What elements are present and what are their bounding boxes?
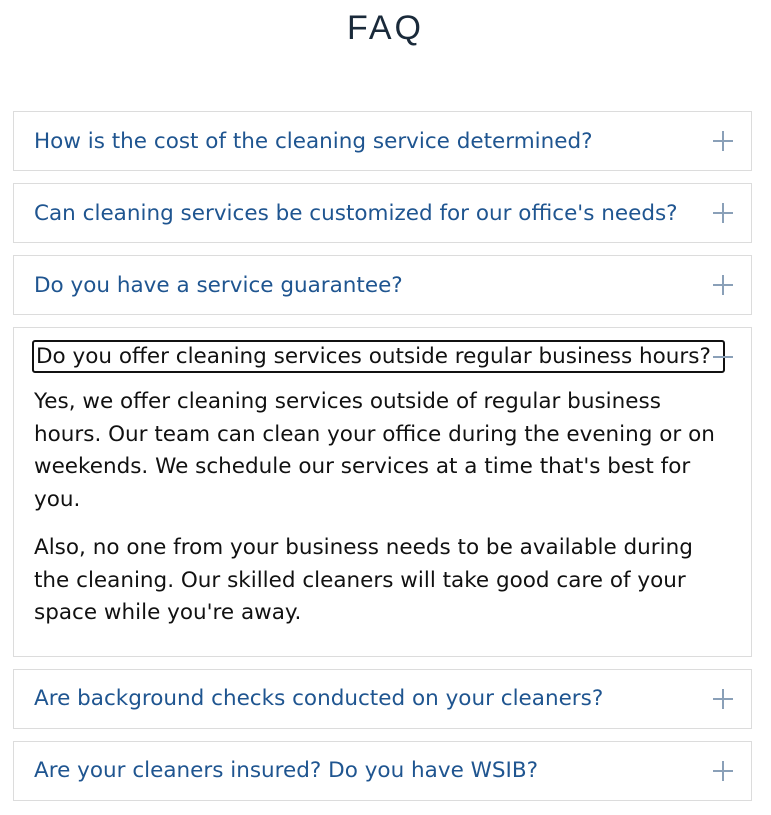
plus-icon[interactable] <box>713 203 733 223</box>
faq-answer-paragraph: Yes, we offer cleaning services outside of regular business hours. Our team can clean your office during the evening or on weekends. We schedule our services at a time that's best for you. <box>34 389 715 512</box>
plus-icon[interactable] <box>713 275 733 295</box>
faq-toggle-business-hours[interactable] <box>14 328 751 386</box>
faq-toggle-cost[interactable] <box>14 112 751 170</box>
faq-toggle-background-checks[interactable] <box>14 670 751 728</box>
faq-question: Are your cleaners insured? Do you have WSIB? <box>34 758 539 783</box>
minus-icon[interactable] <box>713 347 733 367</box>
faq-accordion <box>13 111 752 813</box>
page-title: FAQ <box>346 9 425 47</box>
faq-question: How is the cost of the cleaning service determined? <box>34 128 593 154</box>
faq-toggle-guarantee[interactable] <box>14 256 751 314</box>
faq-item-expanded <box>13 327 752 657</box>
faq-answer-paragraph: Also, no one from your business needs to be available during the cleaning. Our skilled cleaners will take good care of your space while you're away. <box>34 535 693 625</box>
faq-question-focused: Do you offer cleaning services outside regular business hours? <box>32 340 725 373</box>
plus-icon[interactable] <box>713 689 733 709</box>
faq-toggle-customized[interactable] <box>14 184 751 242</box>
faq-question: Do you have a service guarantee? <box>34 272 403 298</box>
faq-item <box>13 183 752 243</box>
faq-item <box>13 741 752 801</box>
faq-toggle-insured[interactable] <box>14 742 751 800</box>
faq-item <box>13 255 752 315</box>
faq-answer <box>14 386 751 656</box>
faq-question: Can cleaning services be customized for our office's needs? <box>34 200 678 226</box>
faq-item <box>13 111 752 171</box>
faq-item <box>13 669 752 729</box>
faq-question: Are background checks conducted on your cleaners? <box>34 686 604 711</box>
plus-icon[interactable] <box>713 131 733 151</box>
plus-icon[interactable] <box>713 761 733 781</box>
